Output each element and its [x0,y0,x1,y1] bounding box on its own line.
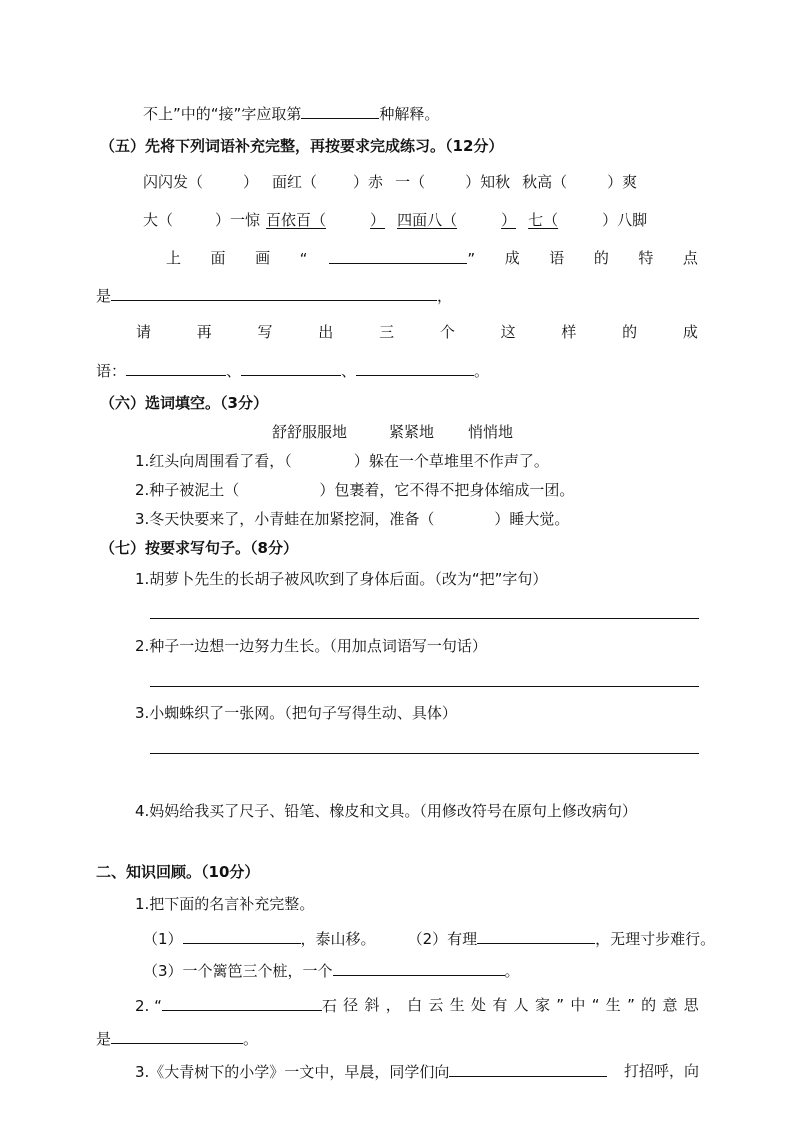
char: 出 [318,323,334,341]
answer-blank[interactable] [477,928,595,944]
idiom-underlined [528,211,602,229]
char: 的 [641,996,657,1014]
char: 思 [683,996,699,1014]
word-option: 舒舒服服地 [272,423,348,441]
q7-item-1: 1.胡萝卜先生的长胡子被风吹到了身体后面。（改为“把”字句） [135,570,548,588]
char: 中 [570,996,586,1014]
char: 生 [605,996,621,1014]
char: 。 [243,1030,259,1048]
char: ， [437,287,453,305]
section-7-title: （七）按要求写句子。（8分） [100,539,298,557]
text: 1.红头向周围看了看，（ [135,452,292,470]
text: ）包裹着，它不得不把身体缩成一团。 [319,481,575,499]
q7-item-3: 3.小蜘蛛织了一张网。（把句子写得生动、具体） [135,704,457,722]
answer-blank[interactable] [183,928,301,944]
answer-blank[interactable] [449,1061,607,1077]
text: （1） [143,930,183,948]
char: 个 [439,323,455,341]
text: 。 [504,962,520,980]
char: “ [299,250,308,268]
idiom-text: 大（ [143,211,174,229]
char: ” [556,996,565,1014]
answer-blank[interactable] [111,285,437,301]
char: 是 [96,287,112,305]
answer-blank[interactable] [111,1028,243,1044]
text: （3）一个篱笆三个桩，一个 [143,962,333,980]
q7-item-2: 2.种子一边想一边努力生长。（用加点词语写一句话） [135,637,487,655]
idiom-text: 百依百（ [266,211,327,229]
q7-item-4: 4.妈妈给我买了尺子、铅笔、橡皮和文具。（用修改符号在原句上修改病句） [135,802,637,820]
p2-item-1-line-a [143,928,715,948]
char: 语 [549,249,565,267]
char: 处 [471,996,487,1014]
char: 画 [255,249,271,267]
text: 3.冬天快要来了，小青蛙在加紧挖洞，准备（ [135,510,435,528]
text: ）睡大觉。 [494,510,570,528]
char: 生 [449,996,465,1014]
char: 石 [321,997,337,1015]
q6-sentence-2 [135,480,574,500]
char: 三 [379,323,395,341]
idiom-text: 四面八（ [397,211,458,229]
label: 语： [96,362,127,380]
answer-line[interactable] [150,618,699,619]
char: “ [591,996,600,1014]
q5-idiom-row-2 [143,210,647,230]
section-5-title: （五）先将下列词语补充完整，再按要求完成练习。（12分） [100,137,504,155]
char: 成 [504,249,520,267]
p2-item-1: 1.把下面的名言补充完整。 [135,895,315,913]
text: 打招呼，向 [623,1062,699,1080]
idiom-text: 面红（ [272,173,318,191]
separator: 、 [341,362,357,380]
char: 家 [534,996,550,1014]
text: ，无理寸步难行。 [595,930,716,948]
text: ，泰山移。 [300,930,376,948]
answer-line[interactable] [150,753,699,754]
q4-text-b: 种解释。 [379,105,440,123]
text: （2）有理 [407,930,478,948]
text: 2.种子被泥土（ [135,481,240,499]
char: ” [467,250,476,268]
idiom-text: ）赤 [353,173,384,191]
char: 云 [428,996,444,1014]
p2-item-3 [135,1061,699,1081]
char: 的 [593,249,609,267]
char: 有 [492,996,508,1014]
answer-blank[interactable] [162,995,322,1011]
char: 特 [638,249,654,267]
char: 斜 [364,996,380,1014]
answer-blank[interactable] [333,960,505,976]
q5-idiom-row-1 [143,172,637,192]
idiom-text: ）八脚 [602,211,648,229]
char: 人 [513,996,529,1014]
idiom-text: ）一惊 [215,211,261,229]
char: 的 [622,323,638,341]
char: 成 [682,323,698,341]
char: 上 [166,249,182,267]
idiom-text: 闪闪发（ [143,173,204,191]
answer-blank[interactable] [241,360,341,376]
q6-sentence-3 [135,509,569,529]
char: 面 [210,249,226,267]
char: 白 [407,996,423,1014]
word-option: 紧紧地 [389,423,435,441]
char: ， [385,996,401,1014]
q6-sentence-1 [135,451,549,471]
q6-word-bank [272,422,513,442]
part-2-title: 二、知识回顾。（10分） [96,863,260,881]
idiom-text: ）知秋 [465,173,511,191]
char: 是 [96,1030,112,1048]
char: 这 [500,323,516,341]
answer-blank[interactable] [301,103,379,119]
idiom-text: 秋高（ [522,173,568,191]
idiom-text: ） [501,211,517,229]
q4-text-a: 不上”中的“接”字应取第 [143,105,302,123]
q5-feature-answer-line [96,285,452,305]
q5-write-more-line [136,322,698,342]
section-6-title: （六）选词填空。（3分） [100,394,268,412]
answer-blank[interactable] [356,360,474,376]
separator: 、 [226,362,242,380]
answer-blank[interactable] [329,248,467,264]
idiom-text: ）爽 [607,173,638,191]
p2-item-2-line-b [96,1028,258,1048]
idiom-text: ） [370,211,386,229]
char: 径 [343,996,359,1014]
q5-idioms-answer-line [96,360,489,380]
char: 意 [662,996,678,1014]
q5-feature-line [166,248,698,268]
text: ）躲在一个草堆里不作声了。 [353,452,549,470]
text: 3.《大青树下的小学》一文中，早晨，同学们向 [135,1063,450,1081]
p2-item-1-line-b [143,960,520,980]
idiom-text: ） [243,173,259,191]
char: 写 [257,323,273,341]
char: 样 [561,323,577,341]
text: 2. “ [135,997,162,1015]
char: 再 [196,323,212,341]
p2-item-2 [135,995,699,1015]
char: 点 [682,249,698,267]
answer-blank[interactable] [126,360,226,376]
idiom-underlined [397,211,516,229]
idiom-underlined [266,211,385,229]
word-option: 悄悄地 [468,423,514,441]
q4-line-end [143,103,439,123]
char: ” [627,996,635,1014]
idiom-text: 一（ [395,173,426,191]
answer-line[interactable] [150,686,699,687]
idiom-text: 七（ [528,211,559,229]
separator: 。 [474,362,490,380]
char: 请 [136,323,152,341]
